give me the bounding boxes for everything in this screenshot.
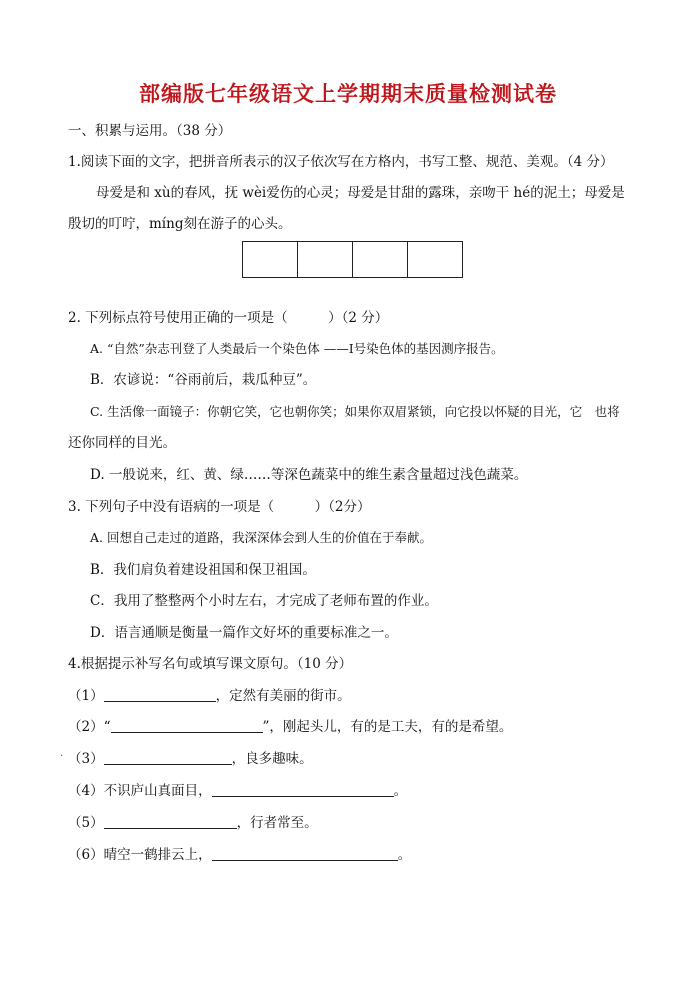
q2-option-c-line2: 还你同样的目光。: [68, 435, 176, 451]
page-title: 部编版七年级语文上学期期末质量检测试卷: [139, 82, 557, 106]
q2-option-b: B．农谚说：“谷雨前后，栽瓜种豆”。: [90, 372, 317, 388]
q3-option-d: D．语言通顺是衡量一篇作文好坏的重要标准之一。: [90, 625, 398, 641]
fill-blank[interactable]: [212, 782, 394, 797]
q2-stem: 2. 下列标点符号使用正确的一项是（ ）（2 分）: [68, 310, 389, 326]
q3-option-a: A. 回想自己走过的道路，我深深体会到人生的价值在于奉献。: [90, 530, 432, 545]
answer-grid[interactable]: [242, 241, 463, 278]
q4-item: （5） ，行者常至。: [68, 815, 318, 831]
margin-mark: .: [60, 748, 64, 759]
q4-item: （1） ，定然有美丽的街市。: [68, 688, 351, 704]
answer-box-3[interactable]: [353, 242, 408, 277]
fill-blank[interactable]: [104, 750, 232, 765]
q2-option-d: D. 一般说来，红、黄、绿……等深色蔬菜中的维生素含量超过浅色蔬菜。: [90, 467, 528, 483]
q4-stem: 4.根据提示补写名句或填写课文原句。（10 分）: [68, 656, 353, 672]
answer-box-4[interactable]: [408, 242, 462, 277]
q1-paragraph-line1: 母爱是和 xù的春风，抚 wèi爱伤的心灵；母爱是甘甜的露珠，亲吻干 hé的泥土；母爱是: [96, 185, 625, 201]
q1-stem: 1.阅读下面的文字，把拼音所表示的汉子依次写在方格内，书写工整、规范、美观。（4 分）: [68, 154, 614, 170]
q1-paragraph-line2: 殷切的叮咛，míng刻在游子的心头。: [68, 216, 292, 232]
q2-option-c-line1: C. 生活像一面镜子：你朝它笑，它也朝你笑；如果你双眉紧锁，向它投以怀疑的目光，它 也将: [90, 404, 620, 419]
q4-item: （3） ，良多趣味。: [68, 751, 313, 767]
q4-item: （6）晴空一鹤排云上， 。: [68, 847, 412, 863]
q4-item: （2）“ ”，刚起头儿，有的是工夫，有的是希望。: [68, 719, 513, 735]
fill-blank[interactable]: [104, 687, 216, 702]
q3-stem: 3. 下列句子中没有语病的一项是（ ）（2分）: [68, 499, 371, 515]
section-heading: 一、积累与运用。（38 分）: [68, 123, 232, 139]
q2-option-a: A. “自然”杂志刊登了人类最后一个染色体 ——Ⅰ号染色体的基因测序报告。: [90, 341, 504, 356]
fill-blank[interactable]: [212, 846, 398, 861]
q4-item: （4）不识庐山真面目， 。: [68, 783, 408, 799]
fill-blank[interactable]: [111, 718, 263, 733]
answer-box-2[interactable]: [298, 242, 353, 277]
answer-box-1[interactable]: [243, 242, 298, 277]
q3-option-c: C．我用了整整两个小时左右，才完成了老师布置的作业。: [90, 593, 438, 609]
q3-option-b: B．我们肩负着建设祖国和保卫祖国。: [90, 562, 316, 578]
fill-blank[interactable]: [104, 814, 237, 829]
